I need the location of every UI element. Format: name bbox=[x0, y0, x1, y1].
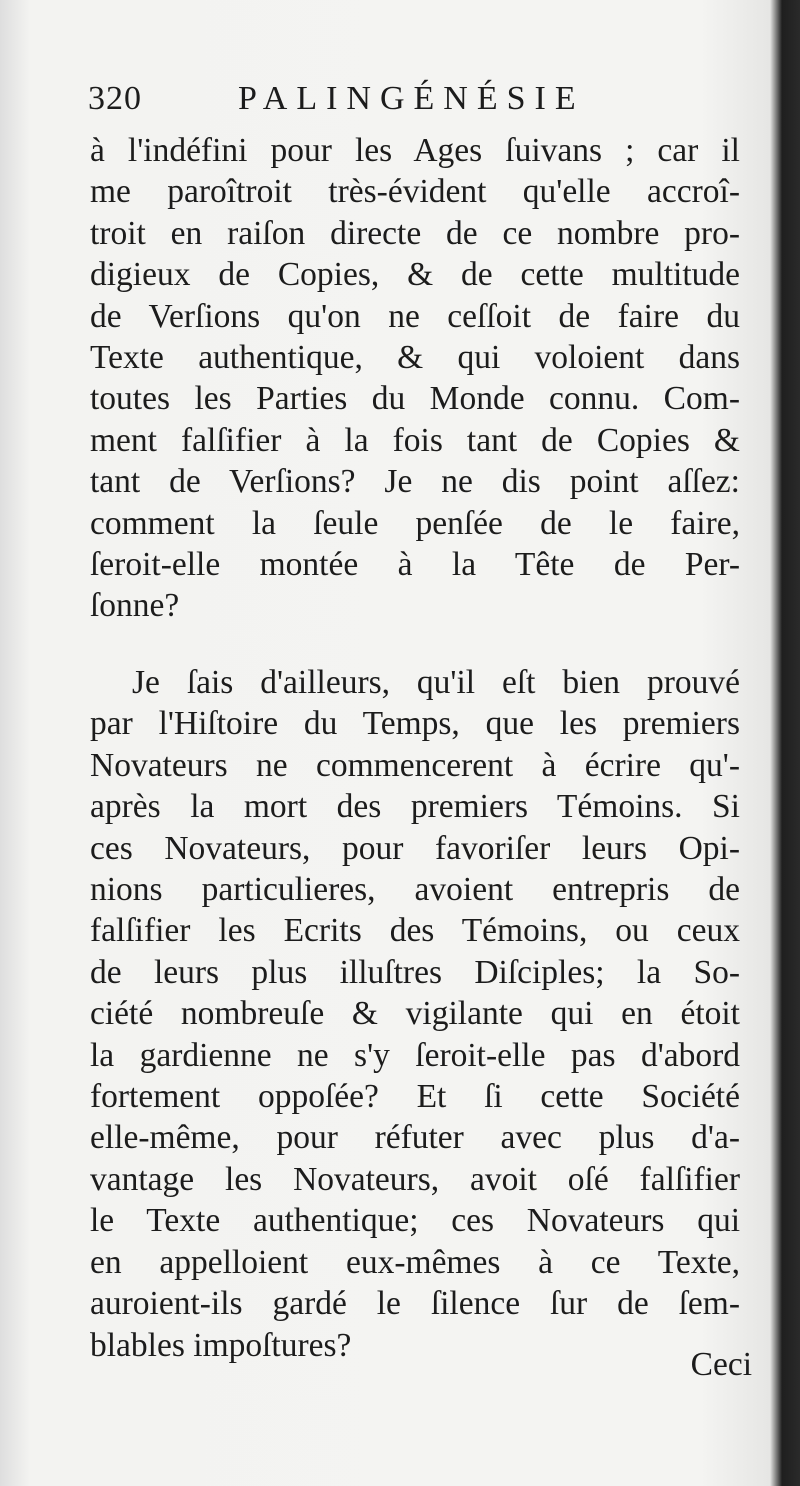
text-line: ment falſifier à la fois tant de Copies & bbox=[90, 421, 740, 459]
text-line: ſeroit-elle montée à la Tête de Per- bbox=[90, 546, 740, 584]
page-header bbox=[88, 80, 768, 126]
text-line: ſonne? bbox=[90, 587, 180, 625]
text-line: fortement oppoſée? Et ſi cette Société bbox=[90, 1078, 740, 1116]
text-line: falſifier les Ecrits des Témoins, ou ceux bbox=[90, 912, 740, 950]
text-line: vantage les Novateurs, avoit oſé falſifier bbox=[90, 1160, 740, 1198]
page-number: 320 bbox=[88, 80, 142, 117]
running-title: PALINGÉNÉSIE bbox=[238, 80, 585, 117]
text-line: après la mort des premiers Témoins. Si bbox=[90, 788, 740, 826]
paragraph-1 bbox=[90, 130, 740, 627]
text-line: Je ſais d'ailleurs, qu'il eſt bien prouvé bbox=[132, 664, 740, 701]
text-line: Novateurs ne commencerent à écrire qu'- bbox=[90, 746, 740, 784]
text-line: tant de Verſions? Je ne dis point aſſez: bbox=[90, 463, 740, 501]
text-line: comment la ſeule penſée de le faire, bbox=[90, 504, 740, 542]
text-line: troit en raiſon directe de ce nombre pro- bbox=[90, 214, 740, 252]
text-line: digieux de Copies, & de cette multitude bbox=[90, 256, 740, 294]
text-line: elle-même, pour réfuter avec plus d'a- bbox=[90, 1119, 740, 1157]
text-line: de Verſions qu'on ne ceſſoit de faire du bbox=[90, 297, 740, 335]
text-line: le Texte authentique; ces Novateurs qui bbox=[90, 1202, 740, 1240]
text-line: ciété nombreuſe & vigilante qui en étoit bbox=[90, 995, 740, 1033]
text-line: me paroîtroit très-évident qu'elle accroî- bbox=[90, 173, 740, 211]
catchword: Ceci bbox=[690, 1346, 752, 1383]
text-line: ces Novateurs, pour favoriſer leurs Opi- bbox=[90, 829, 740, 867]
paragraph-2 bbox=[90, 662, 740, 1366]
text-line: de leurs plus illuſtres Diſciples; la So- bbox=[90, 953, 740, 991]
text-line: à l'indéfini pour les Ages ſuivans ; car il bbox=[90, 132, 740, 169]
text-line: blables impoſtures? bbox=[90, 1326, 352, 1364]
text-line: en appelloient eux-mêmes à ce Texte, bbox=[90, 1243, 740, 1281]
text-line: Texte authentique, & qui voloient dans bbox=[90, 339, 740, 377]
text-line: la gardienne ne s'y ſeroit-elle pas d'abord bbox=[90, 1036, 740, 1074]
text-line: toutes les Parties du Monde connu. Com- bbox=[90, 380, 740, 418]
text-line: auroient-ils gardé le ſilence ſur de ſem- bbox=[90, 1285, 740, 1323]
text-line: par l'Hiſtoire du Temps, que les premiers bbox=[90, 705, 740, 743]
text-line: nions particulieres, avoient entrepris de bbox=[90, 871, 740, 909]
